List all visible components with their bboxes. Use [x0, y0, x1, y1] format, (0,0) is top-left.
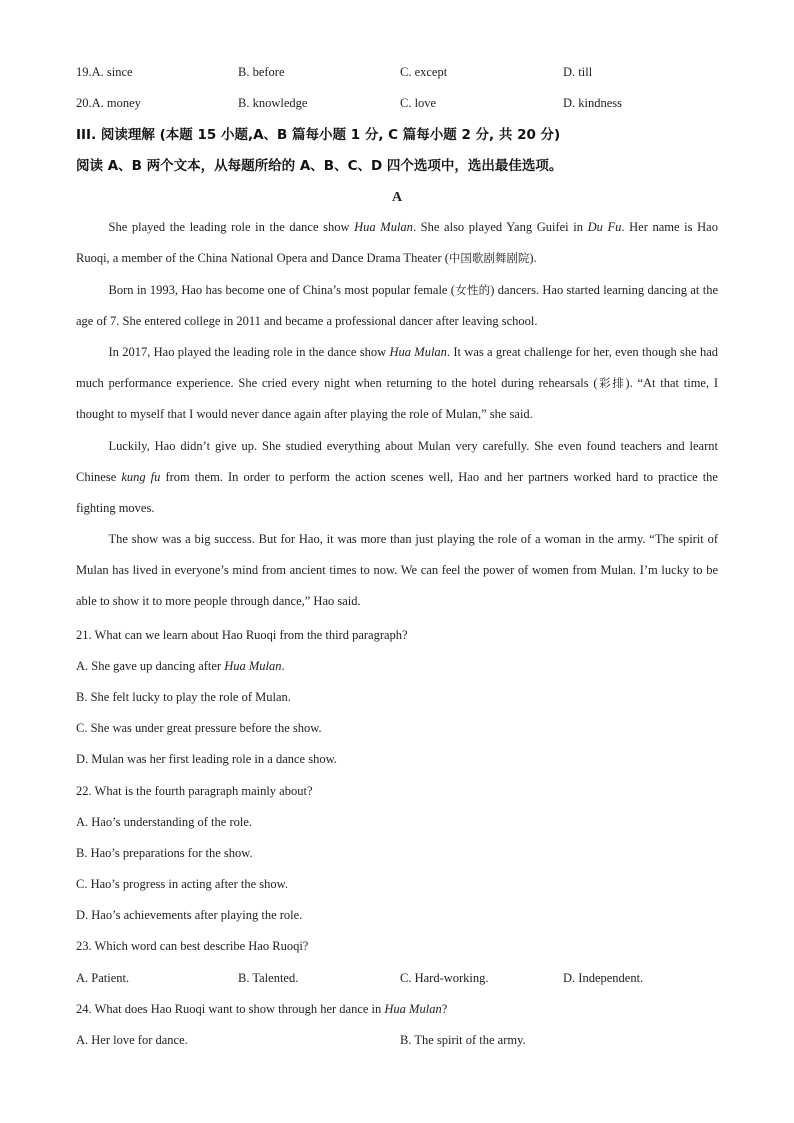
- q22-option-a: A. Hao’s understanding of the role.: [76, 815, 253, 829]
- q21-option-d: D. Mulan was her first leading role in a dance show.: [76, 752, 337, 766]
- question-23-stem: 23. Which word can best describe Hao Ruoqi?: [76, 939, 309, 953]
- question-22-stem: 22. What is the fourth paragraph mainly about?: [76, 784, 313, 798]
- q19-option-c: C. except: [400, 65, 448, 79]
- q23-option-b: B. Talented.: [238, 971, 299, 985]
- q23-option-d: D. Independent.: [563, 971, 644, 985]
- passage-paragraph-4: Luckily, Hao didn’t give up. She studied everything about Mulan very carefully. She even found teachers and learnt Chinese kung fu from them. In order to perform the action scenes well, Hao and her partners worked hard to practice the fighting moves.: [76, 439, 718, 516]
- q23-option-c: C. Hard-working.: [400, 971, 489, 985]
- q24-option-a: A. Her love for dance.: [76, 1033, 188, 1047]
- q22-option-b: B. Hao’s preparations for the show.: [76, 846, 253, 860]
- passage-paragraph-2: Born in 1993, Hao has become one of China’s most popular female (女性的) dancers. Hao started learning dancing at the age of 7. She entered college in 2011 and became a professional dancer after leaving school.: [76, 283, 718, 329]
- section-title: III. 阅读理解 (本题 15 小题,A、B 篇每小题 1 分, C 篇每小题 2 分, 共 20 分): [76, 127, 561, 143]
- passage-paragraph-1: She played the leading role in the dance show Hua Mulan. She also played Yang Guifei in Du Fu. Her name is Hao Ruoqi, a member of the China National Opera and Dance Drama Theater (中国歌剧舞剧院).: [76, 220, 718, 266]
- q21-option-b: B. She felt lucky to play the role of Mulan.: [76, 690, 291, 704]
- passage-label: A: [391, 190, 403, 205]
- q20-option-b: B. knowledge: [238, 96, 308, 110]
- q21-option-a: A. She gave up dancing after Hua Mulan.: [76, 659, 285, 673]
- q19-option-a: 19. A. since: [76, 65, 133, 79]
- passage-paragraph-3: In 2017, Hao played the leading role in the dance show Hua Mulan. It was a great challenge for her, even though she had much performance experience. She cried every night when returning to the hotel during rehearsals (彩排). “At that time, I thought to myself that I would never dance again after playing the role of Mulan,” she said.: [76, 345, 719, 422]
- q19-option-d: D. till: [563, 65, 593, 79]
- q20-option-a: 20. A. money: [76, 96, 141, 110]
- section-instruction: 阅读 A、B 两个文本，从每题所给的 A、B、C、D 四个选项中，选出最佳选项。: [76, 158, 563, 174]
- q20-option-d: D. kindness: [563, 96, 623, 110]
- q22-option-d: D. Hao’s achievements after playing the role.: [76, 908, 303, 922]
- question-24-stem: 24. What does Hao Ruoqi want to show through her dance in Hua Mulan?: [76, 1002, 448, 1016]
- passage-paragraph-5: The show was a big success. But for Hao, it was more than just playing the role of a woman in the army. “The spirit of Mulan has lived in everyone’s mind from ancient times to now. We can feel the power of women from Mulan. I’m lucky to be able to show it to more people through dance,” Hao said.: [76, 532, 718, 609]
- q23-option-a: A. Patient.: [76, 971, 130, 985]
- q24-option-b: B. The spirit of the army.: [400, 1033, 526, 1047]
- question-21-stem: 21. What can we learn about Hao Ruoqi from the third paragraph?: [76, 628, 408, 642]
- q19-option-b: B. before: [238, 65, 285, 79]
- q20-option-c: C. love: [400, 96, 437, 110]
- q22-option-c: C. Hao’s progress in acting after the show.: [76, 877, 288, 891]
- q21-option-c: C. She was under great pressure before the show.: [76, 721, 322, 735]
